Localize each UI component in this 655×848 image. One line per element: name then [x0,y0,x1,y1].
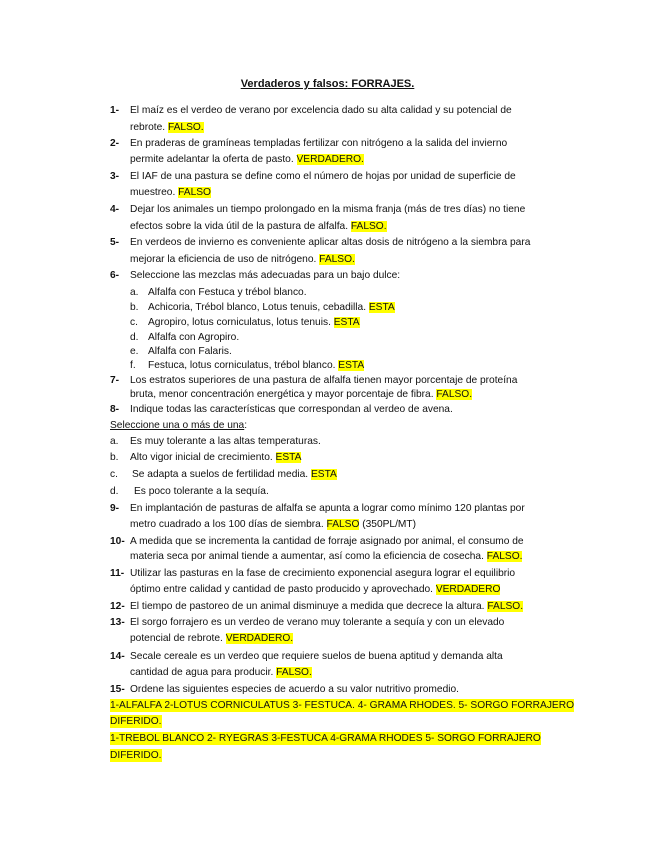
question-number: 11- [110,568,125,579]
question-number: 15- [110,684,125,695]
answer-highlight: FALSO. [436,389,473,400]
answer-highlight: FALSO. [319,254,355,265]
question-number: 6- [110,270,120,281]
answer-highlight: ESTA [333,317,360,328]
document-page: Verdaderos y falsos: FORRAJES. 1- El maíz es el verdeo de verano por excelencia dado su alta calidad y su potencial de rebrote. FALSO. 2- En praderas de gramíneas templadas fertilizar con nitrógeno a la salida del invierno permite adelantar la oferta de pasto. VERDADERO. 3- El IAF de una pastura se define como el número de hojas por unidad de superficie de muestreo. FALSO 4- Dejar los animales un tiempo prolongado en la misma franja (más de tres días) no tiene efectos sobre la vida útil de la pastura de alfalfa. FALSO. 5- En verdeos de invierno es conveniente aplicar altas dosis de nitrógeno a la siembra para mejorar la eficiencia de uso de nitrógeno. FALSO. 6- Seleccione las mezclas más adecuadas para un bajo dulce: a. Alfalfa con Festuca y trébol blanco. b. Achicoria, Trébol blanco, Lotus tenuis, cebadilla. ESTA c. Agropiro, lotus corniculatus, lotus tenuis. ESTA d. Alfalfa con Agropiro. e. Alfalfa con Falaris. f. Festuca, lotus corniculatus, trébol blanco. ESTA 7- Los estratos superiores de una pastura de alfalfa tienen mayor porcentaje de proteína bruta, menor concentración energética y mayor porcentaje de fibra. FALSO. 8- Indique todas las características que correspondan al verdeo de avena. Seleccione una o más de una: a. Es muy tolerante a las altas temperaturas. b. Alto vigor inicial de crecimiento. ESTA c. Se adapta a suelos de fertilidad media. ESTA d. Es poco tolerante a la sequía. 9- En implantación de pasturas de alfalfa se apunta a lograr como mínimo 120 plantas por metro cuadrado a los 100 días de siembra. FALSO (350PL/MT) 10- A medida que se incrementa la cantidad de forraje asignado por animal, el consumo de materia seca por animal tiende a aumentar, así como la eficiencia de cosecha. FALSO. 11- Utilizar las pasturas en la fase de crecimiento exponencial asegura lograr el equilibrio óptimo entre calidad y cantidad de pasto producido y aprovechado. VERDADERO 12- El tiempo de pastoreo de un animal disminuye a medida que decrece la altura. FALSO. 13- El sorgo forrajero es un verdeo de verano muy tolerante a sequía y con un elevado potencial de rebrote. VERDADERO. 14- Secale cereale es un verdeo que requiere suelos de buena aptitud y demanda alta cantidad de agua para producir. FALSO. 15- Ordene las siguientes especies de acuerdo a su valor nutritivo promedio. 1-ALFALFA 2-LOTUS CORNICULATUS 3- FESTUCA. 4- GRAMA RHODES. 5- SORGO FORRAJERO DIFERIDO. 1-TREBOL BLANCO 2- RYEGRAS 3-FESTUCA 4-GRAMA RHODES 5- SORGO FORRAJERO DIFERIDO. [0,0,655,848]
question-number: 14- [110,651,125,662]
question-number: 10- [110,536,125,547]
question-number: 1- [110,105,120,116]
question-number: 3- [110,171,120,182]
answer-highlight: ESTA [275,452,302,463]
question-number: 12- [110,601,125,612]
answer-highlight: FALSO. [350,221,387,232]
answer-highlight: FALSO. [486,551,523,562]
answer-highlight: FALSO [178,187,211,198]
question-number: 4- [110,204,120,215]
question-number: 9- [110,503,120,514]
answer-highlight: ESTA [310,469,337,480]
page-title: Verdaderos y falsos: FORRAJES. [240,78,415,90]
answer-highlight: VERDADERO. [296,154,364,165]
answer-highlight: FALSO. [276,667,312,678]
question-number: 5- [110,237,120,248]
answer-highlight: ESTA [338,360,365,371]
question-number: 13- [110,617,125,628]
answer-highlight: FALSO. [487,601,524,612]
question-number: 2- [110,138,120,149]
answer-highlight: FALSO. [167,122,204,133]
answer-highlight: VERDADERO. [225,633,294,644]
answer-highlight: VERDADERO [435,584,501,595]
answer-highlight: ESTA [368,302,395,313]
question-number: 8- [110,404,120,415]
answer-highlight: FALSO [326,519,360,530]
question-number: 7- [110,375,120,386]
